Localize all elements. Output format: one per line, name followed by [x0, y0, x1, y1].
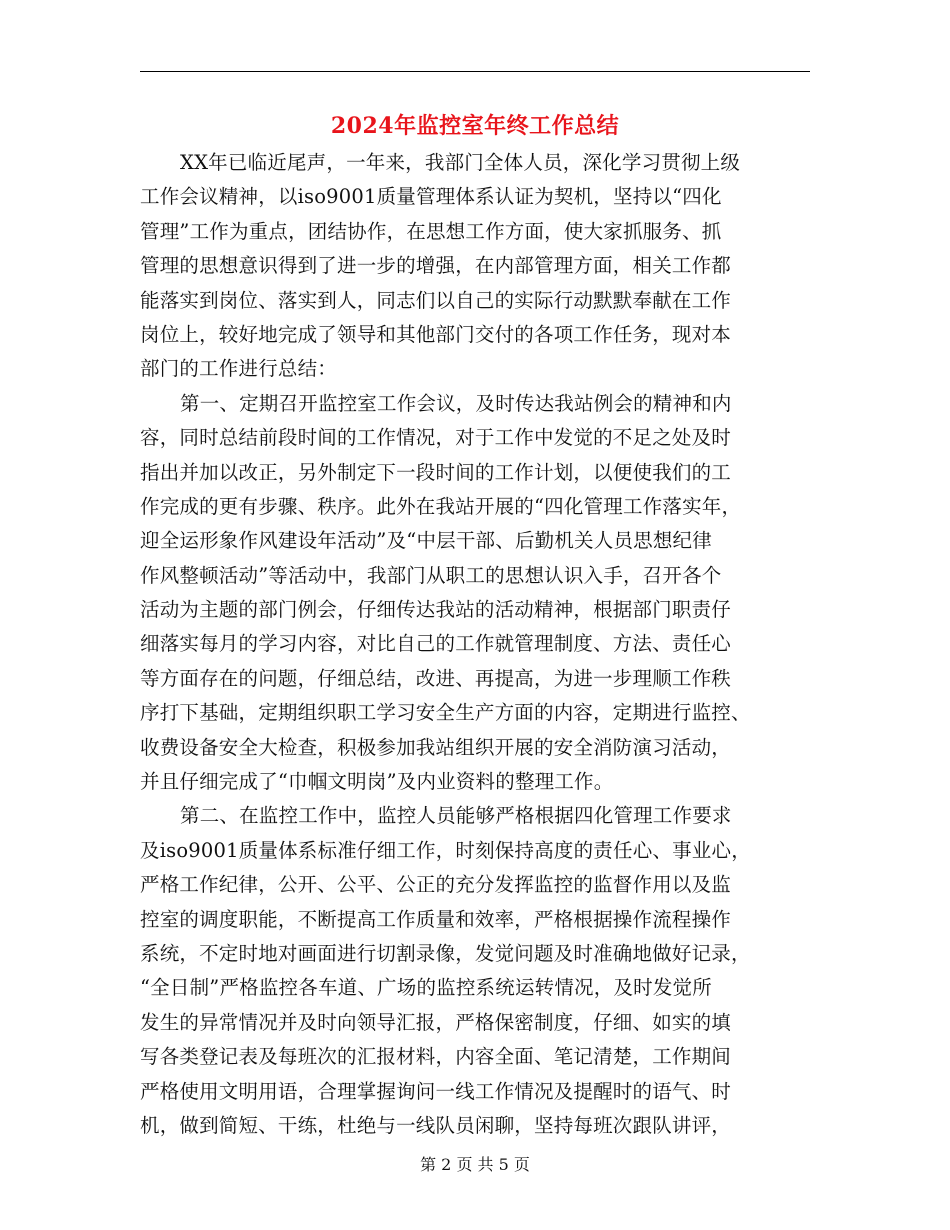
page-number: 第 2 页 共 5 页 [420, 1155, 530, 1174]
paragraph-intro-line: 部门的工作进行总结： [140, 357, 338, 381]
paragraph-first-line: 第一、定期召开监控室工作会议，及时传达我站例会的精神和内 [180, 391, 732, 415]
paragraph-second-line: 严格使用文明用语，合理掌握询问一线工作情况及提醒时的语气、时 [140, 1079, 732, 1103]
paragraph-second-line: 写各类登记表及每班次的汇报材料，内容全面、笔记清楚，工作期间 [140, 1045, 732, 1069]
paragraph-second-line: “全日制”严格监控各车道、广场的监控系统运转情况，及时发觉所 [140, 976, 712, 1000]
paragraph-first-line: 作完成的更有步骤、秩序。此外在我站开展的“四化管理工作落实年， [140, 494, 742, 518]
paragraph-second-line: 严格工作纪律，公开、公平、公正的充分发挥监控的监督作用以及监 [140, 873, 732, 897]
paragraph-intro-line: 管理”工作为重点，团结协作，在思想工作方面，使大家抓服务、抓 [140, 219, 722, 243]
paragraph-first-line: 容，同时总结前段时间的工作情况，对于工作中发觉的不足之处及时 [140, 426, 732, 450]
paragraph-second-line: 及iso9001质量体系标准仔细工作，时刻保持高度的责任心、事业心， [140, 838, 751, 862]
document-title: 2024年监控室年终工作总结 [330, 113, 620, 139]
paragraph-second-line: 第二、在监控工作中，监控人员能够严格根据四化管理工作要求 [180, 804, 732, 828]
paragraph-first-line: 作风整顿活动”等活动中，我部门从职工的思想认识入手，召开各个 [140, 563, 722, 587]
paragraph-intro-line: 岗位上，较好地完成了领导和其他部门交付的各项工作任务，现对本 [140, 322, 732, 346]
paragraph-first-line: 迎全运形象作风建设年活动”及“中层干部、后勤机关人员思想纪律 [140, 529, 712, 553]
paragraph-first-line: 收费设备安全大检查，积极参加我站组织开展的安全消防演习活动， [140, 735, 732, 759]
paragraph-second-line: 机，做到简短、干练，杜绝与一线队员闲聊，坚持每班次跟队讲评， [140, 1113, 732, 1137]
header-rule [140, 71, 810, 72]
paragraph-second-line: 发生的异常情况并及时向领导汇报，严格保密制度，仔细、如实的填 [140, 1010, 732, 1034]
paragraph-intro-line: 管理的思想意识得到了进一步的增强，在内部管理方面，相关工作都 [140, 254, 732, 278]
paragraph-intro-line: 能落实到岗位、落实到人，同志们以自己的实际行动默默奉献在工作 [140, 288, 732, 312]
document-body [140, 146, 810, 1143]
paragraph-intro-line: XX年已临近尾声，一年来，我部门全体人员，深化学习贯彻上级 [180, 151, 741, 174]
paragraph-first-line: 等方面存在的问题，仔细总结，改进、再提高，为进一步理顺工作秩 [140, 666, 732, 690]
paragraph-first-line: 序打下基础，定期组织职工学习安全生产方面的内容，定期进行监控、 [140, 701, 751, 725]
paragraph-first-line: 指出并加以改正，另外制定下一段时间的工作计划，以便使我们的工 [140, 460, 732, 484]
paragraph-first-line: 并且仔细完成了“巾帼文明岗”及内业资料的整理工作。 [140, 770, 614, 794]
paragraph-first-line: 活动为主题的部门例会，仔细传达我站的活动精神，根据部门职责仔 [140, 598, 732, 622]
paragraph-first-line: 细落实每月的学习内容，对比自己的工作就管理制度、方法、责任心 [140, 632, 732, 656]
paragraph-second-line: 系统，不定时地对画面进行切割录像，发觉问题及时准确地做好记录， [140, 941, 751, 965]
paragraph-second-line: 控室的调度职能，不断提高工作质量和效率，严格根据操作流程操作 [140, 907, 732, 931]
paragraph-intro-line: 工作会议精神，以iso9001质量管理体系认证为契机，坚持以“四化 [140, 185, 722, 209]
